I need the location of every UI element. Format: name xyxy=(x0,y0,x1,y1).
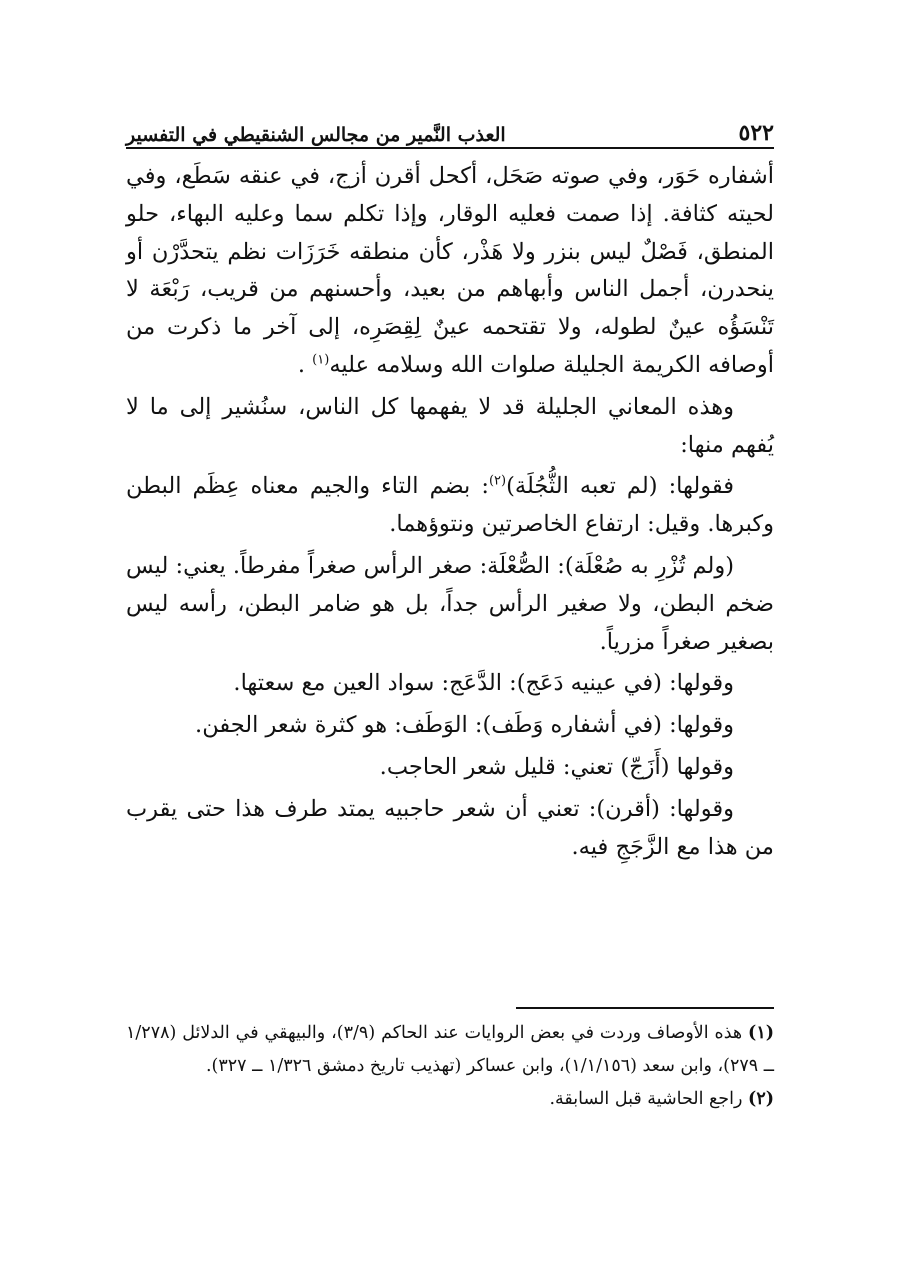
footnote-1-number: (١) xyxy=(748,1023,774,1043)
footnote-rule xyxy=(516,1007,774,1009)
header-rule xyxy=(126,147,774,149)
running-title: العذب النَّمير من مجالس الشنقيطي في التفسير xyxy=(126,124,506,146)
paragraph-1 xyxy=(126,158,774,385)
paragraph-3 xyxy=(126,468,774,544)
footnotes xyxy=(126,1017,774,1116)
paragraph-1-text: أشفاره حَوَر، وفي صوته صَحَل، أكحل أقرن أزج، في عنقه سَطَع، وفي لحيته كثافة. إذا صمت فعليه الوقار، وإذا تكلم سما وعليه البهاء، حلو المنطق، فَصْلٌ ليس بنزر ولا هَذْر، كأن منطقه خَرَزَات نظم يتحدَّرْن أو ينحدرن، أجمل الناس وأبهاهم من بعيد، وأحسنهم من قريب، رَبْعَة لا تَنْسَؤُه عينٌ لطوله، ولا تقتحمه عينٌ لِقِصَرِه، إلى آخر ما ذكرت من أوصافه الكريمة الجليلة صلوات الله وسلامه عليه xyxy=(126,163,774,378)
running-header xyxy=(126,112,774,146)
paragraph-8: وقولها: (أقرن): تعني أن شعر حاجبيه يمتد طرف هذا حتى يقرب من هذا مع الزَّجَجِ فيه. xyxy=(126,795,774,860)
footnote-ref-2: (٢) xyxy=(488,473,507,489)
paragraph-1-end: . xyxy=(297,351,313,378)
footnote-ref-1: (١) xyxy=(312,352,330,368)
footnote-2-number: (٢) xyxy=(748,1089,774,1109)
footnote-1 xyxy=(126,1017,774,1083)
paragraph-3-text-a: فقولها: (لم تعبه الثُّجُلَة) xyxy=(506,473,735,500)
main-text xyxy=(126,158,774,870)
paragraph-7: وقولها (أَزَجّ) تعني: قليل شعر الحاجب. xyxy=(379,753,734,780)
paragraph-5: وقولها: (في عينيه دَعَج): الدَّعَج: سواد العين مع سعتها. xyxy=(233,670,734,697)
footnote-2 xyxy=(126,1083,774,1116)
footnote-1-text: هذه الأوصاف وردت في بعض الروايات عند الحاكم (٣/٩)، والبيهقي في الدلائل (١/٢٧٨ ــ ٢٧٩)، وابن سعد (١/١/١٥٦)، وابن عساكر (تهذيب تاريخ دمشق ١/٣٢٦ ــ ٣٢٧). xyxy=(126,1023,774,1076)
paragraph-6: وقولها: (في أشفاره وَطَف): الوَطَف: هو كثرة شعر الجفن. xyxy=(195,712,734,739)
paragraph-2: وهذه المعاني الجليلة قد لا يفهمها كل الناس، سنُشير إلى ما لا يُفهم منها: xyxy=(126,393,774,458)
paragraph-4: (ولم تُزْرِ به صُعْلَة): الصُّعْلَة: صغر الرأس صغراً مفرطاً. يعني: ليس ضخم البطن، ولا صغير الرأس جداً، بل هو ضامر البطن، رأسه ليس بصغير صغراً مزرياً. xyxy=(126,552,774,655)
paragraph-3-text-b: : بضم التاء والجيم معناه عِظَم البطن وكبرها. وقيل: ارتفاع الخاصرتين ونتوؤهما. xyxy=(126,473,774,538)
book-page xyxy=(126,0,774,1271)
footnote-2-text: راجع الحاشية قبل السابقة. xyxy=(549,1089,743,1109)
page-number: ٥٢٢ xyxy=(738,120,774,146)
